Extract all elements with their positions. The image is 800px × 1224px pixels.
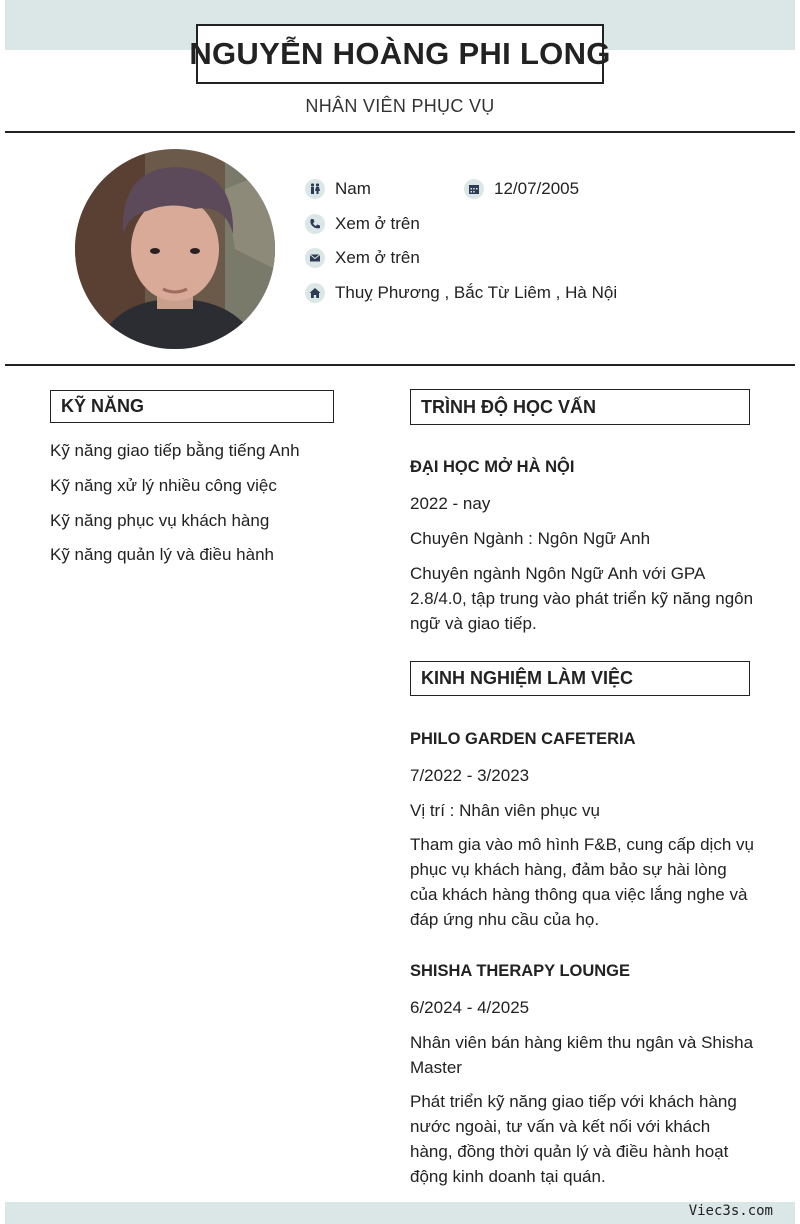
email-row: [305, 248, 420, 268]
email-icon: [305, 248, 325, 268]
footer-band: [5, 1202, 795, 1224]
birthdate-value: 12/07/2005: [494, 179, 580, 198]
skills-heading: KỸ NĂNG: [50, 390, 334, 423]
job-description: Phát triển kỹ năng giao tiếp với khách hàng nước ngoài, tư vấn và kết nối với khách hàng, đồng thời quản lý và điều hành hoạt động kinh doanh tại quán.: [410, 1092, 737, 1186]
skill-item: Kỹ năng xử lý nhiều công việc: [50, 476, 277, 495]
phone-row: [305, 214, 420, 234]
address-row: [305, 283, 617, 303]
home-icon: [305, 283, 325, 303]
skill-item: Kỹ năng phục vụ khách hàng: [50, 511, 270, 530]
candidate-name: NGUYỄN HOÀNG PHI LONG: [196, 24, 604, 84]
footer-brand[interactable]: Viec3s.com: [688, 1203, 773, 1219]
divider: [5, 364, 795, 366]
address-value: Thuỵ Phương , Bắc Từ Liêm , Hà Nội: [335, 283, 618, 302]
skill-item: Kỹ năng quản lý và điều hành: [50, 545, 275, 564]
job-description: Tham gia vào mô hình F&B, cung cấp dịch vụ phục vụ khách hàng, đảm bảo sự hài lòng của khách hàng thông qua việc lắng nghe và đáp ứng nhu cầu của họ.: [410, 835, 754, 929]
education-description: Chuyên ngành Ngôn Ngữ Anh với GPA 2.8/4.0, tập trung vào phát triển kỹ năng ngôn ngữ và giao tiếp.: [410, 564, 754, 633]
gender-icon: [305, 179, 325, 199]
job-position: Vị trí : Nhân viên phục vụ: [410, 801, 600, 820]
company-name: PHILO GARDEN CAFETERIA: [410, 730, 636, 748]
avatar: [75, 149, 275, 349]
calendar-icon: [464, 179, 484, 199]
phone-value[interactable]: Xem ở trên: [335, 214, 420, 233]
divider: [5, 131, 795, 133]
phone-icon: [305, 214, 325, 234]
experience-heading: KINH NGHIỆM LÀM VIỆC: [410, 661, 750, 696]
job-title: NHÂN VIÊN PHỤC VỤ: [305, 96, 495, 116]
job-period: 6/2024 - 4/2025: [410, 998, 530, 1017]
birthdate-row: [464, 179, 579, 199]
gender-row: [305, 179, 371, 199]
job-period: 7/2022 - 3/2023: [410, 766, 530, 785]
skill-item: Kỹ năng giao tiếp bằng tiếng Anh: [50, 441, 300, 460]
education-major: Chuyên Ngành : Ngôn Ngữ Anh: [410, 529, 651, 548]
school-name: ĐẠI HỌC MỞ HÀ NỘI: [410, 458, 575, 476]
education-period: 2022 - nay: [410, 494, 491, 513]
gender-value: Nam: [335, 179, 371, 198]
education-heading: TRÌNH ĐỘ HỌC VẤN: [410, 389, 750, 425]
company-name: SHISHA THERAPY LOUNGE: [410, 962, 631, 980]
email-value[interactable]: Xem ở trên: [335, 248, 420, 267]
job-position: Nhân viên bán hàng kiêm thu ngân và Shisha Master: [410, 1033, 754, 1077]
